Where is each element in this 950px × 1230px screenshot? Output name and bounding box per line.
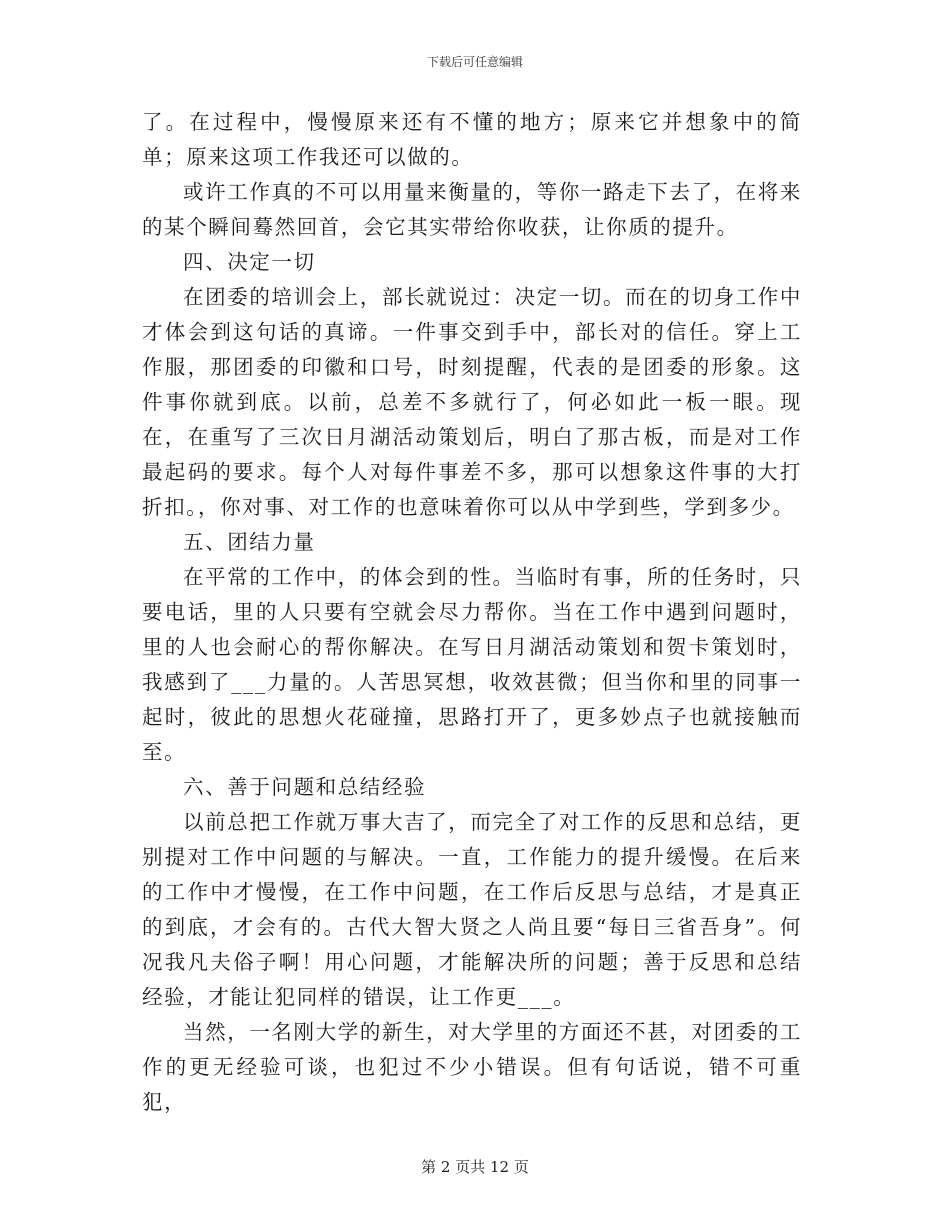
paragraph-continuation: 了。在过程中，慢慢原来还有不懂的地方；原来它并想象中的简单；原来这项工作我还可以做的。 bbox=[142, 110, 802, 169]
page-header: 下载后可任意编辑 bbox=[426, 55, 523, 69]
paragraph-summary-experience: 以前总把工作就万事大吉了，而完全了对工作的反思和总结，更别提对工作中问题的与解决。一直，工作能力的提升缓慢。在后来的工作中才慢慢，在工作中问题，在工作后反思与总结，才是真正的到底，才会有的。古代大智大贤之人尚且要“每日三省吾身”。何况我凡夫俗子啊！用心问题，才能解决所的问题；善于反思和总结经验，才能让犯同样的错误，让工作更___。 bbox=[142, 810, 802, 1009]
section-heading-5: 五、团结力量 bbox=[183, 530, 316, 554]
document-body bbox=[142, 105, 802, 1120]
section-heading-4: 四、决定一切 bbox=[183, 250, 316, 274]
paragraph-unity: 在平常的工作中，的体会到的性。当临时有事，所的任务时，只要电话，里的人只要有空就会尽力帮你。当在工作中遇到问题时，里的人也会耐心的帮你解决。在写日月湖活动策划和贺卡策划时，我感到了___力量的。人苦思冥想，收效甚微；但当你和里的同事一起时，彼此的思想火花碰撞，思路打开了，更多妙点子也就接触而至。 bbox=[142, 565, 802, 764]
page-number: 第 2 页共 12 页 bbox=[421, 1158, 529, 1176]
paragraph-freshman: 当然，一名刚大学的新生，对大学里的方面还不甚，对团委的工作的更无经验可谈，也犯过不少小错误。但有句话说，错不可重犯， bbox=[142, 1020, 802, 1114]
section-heading-6: 六、善于问题和总结经验 bbox=[183, 775, 427, 799]
paragraph-measure-work: 或许工作真的不可以用量来衡量的，等你一路走下去了，在将来的某个瞬间蓦然回首，会它其实带给你收获，让你质的提升。 bbox=[142, 180, 802, 239]
paragraph-decide-all: 在团委的培训会上，部长就说过：决定一切。而在的切身工作中才体会到这句话的真谛。一件事交到手中，部长对的信任。穿上工作服，那团委的印徽和口号，时刻提醒，代表的是团委的形象。这件事你就到底。以前，总差不多就行了，何必如此一板一眼。现在，在重写了三次日月湖活动策划后，明白了那古板，而是对工作最起码的要求。每个人对每件事差不多，那可以想象这件事的大打折扣。，你对事、对工作的也意味着你可以从中学到些，学到多少。 bbox=[142, 285, 802, 519]
